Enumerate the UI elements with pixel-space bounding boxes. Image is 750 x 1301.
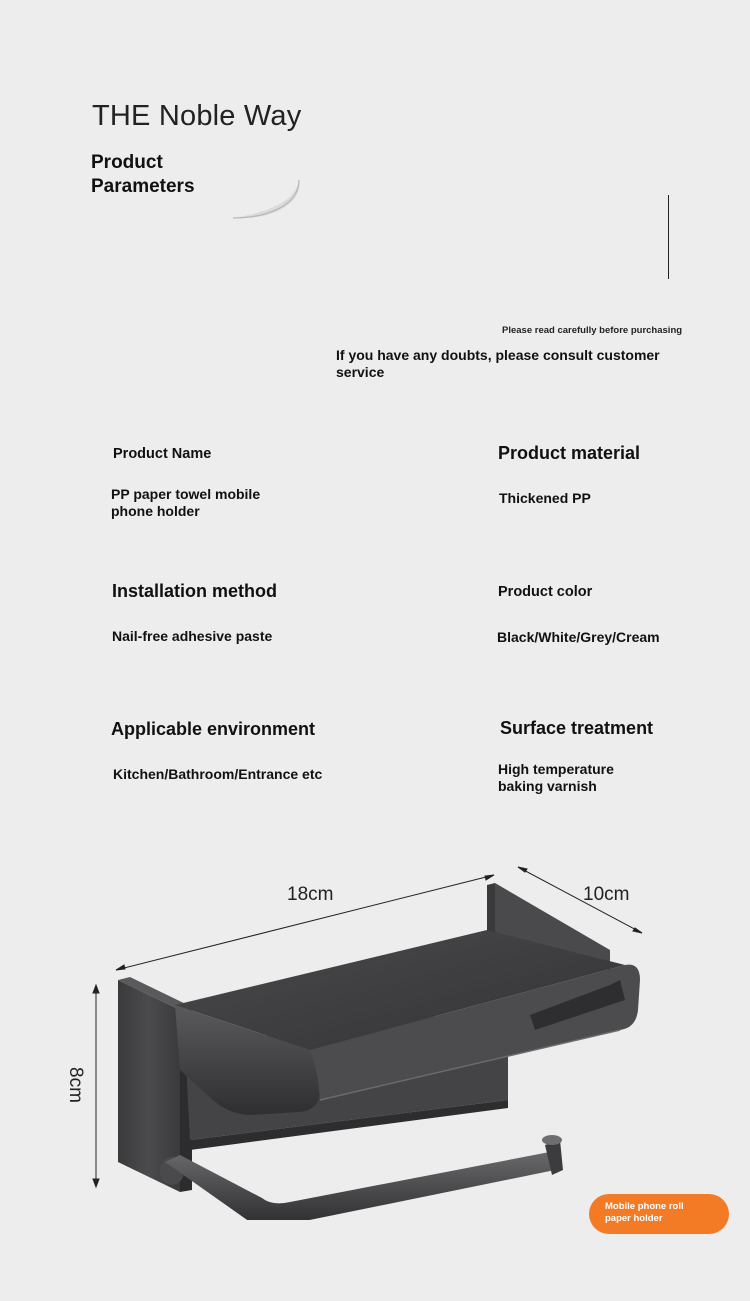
product-material-label: Product material — [498, 443, 641, 463]
product-color-value: Black/White/Grey/Cream — [497, 629, 660, 645]
applicable-environment-value: Kitchen/Bathroom/Entrance etc — [113, 766, 323, 782]
badge-line2: paper holder — [605, 1213, 663, 1224]
surface-treatment-value-line2: baking varnish — [498, 778, 597, 794]
section-title-line1: Product — [91, 152, 163, 173]
installation-method-value: Nail-free adhesive paste — [112, 628, 273, 644]
applicable-environment-label: Applicable environment — [111, 719, 316, 739]
product-illustration — [0, 840, 750, 1220]
product-name-label: Product Name — [113, 446, 212, 462]
badge-line1: Mobile phone roll — [605, 1201, 684, 1212]
surface-treatment-value — [498, 761, 614, 795]
roll-bar — [160, 1135, 563, 1220]
dimension-depth-label: 10cm — [583, 884, 630, 905]
surface-treatment-label: Surface treatment — [500, 718, 654, 738]
product-name-value — [111, 486, 260, 520]
brand-title: THE Noble Way — [92, 100, 302, 132]
product-name-value-line1: PP paper towel mobile — [111, 486, 261, 502]
dimension-height-label: 8cm — [64, 1067, 86, 1103]
section-title-line2: Parameters — [91, 176, 195, 197]
decorative-swoosh — [225, 150, 315, 230]
surface-treatment-value-line1: High temperature — [498, 761, 614, 777]
product-badge — [589, 1194, 729, 1234]
notice-main: If you have any doubts, please consult customer service — [336, 347, 660, 380]
notice-small: Please read carefully before purchasing — [502, 325, 683, 336]
divider-line — [668, 195, 669, 279]
dimension-length-label: 18cm — [287, 884, 334, 905]
product-color-label: Product color — [498, 584, 593, 600]
installation-method-label: Installation method — [112, 581, 278, 601]
product-material-value: Thickened PP — [499, 490, 591, 506]
product-name-value-line2: phone holder — [111, 503, 200, 519]
